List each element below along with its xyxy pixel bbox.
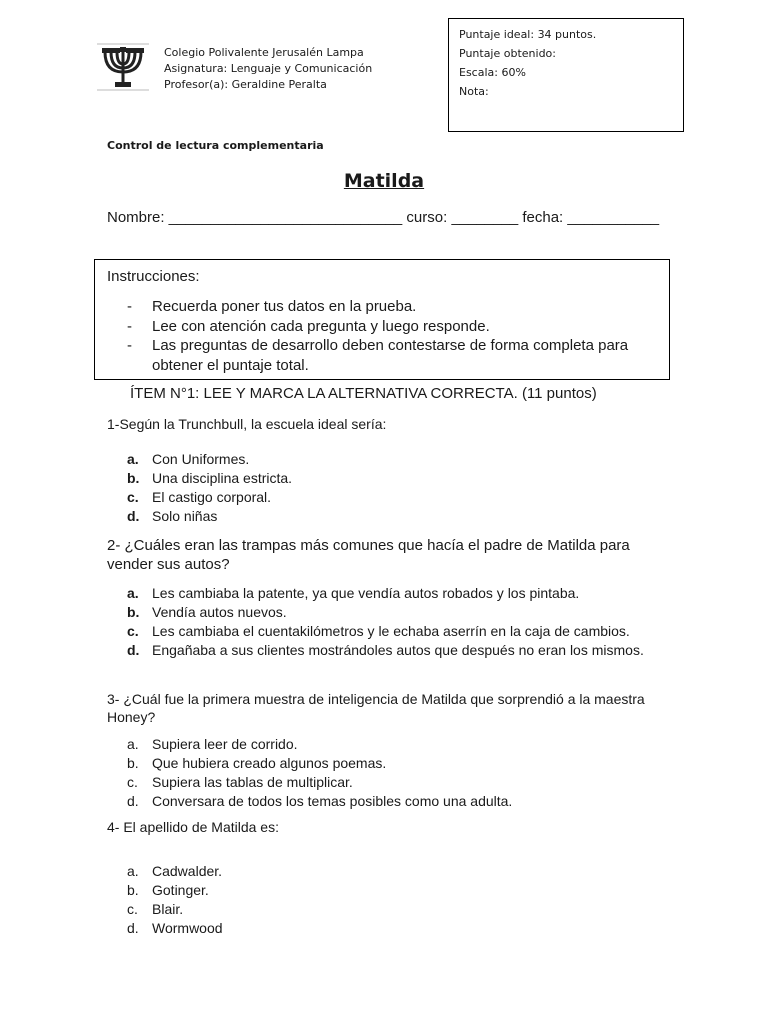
option[interactable] [127,584,644,603]
option-letter: d. [127,793,139,809]
option[interactable] [127,488,292,507]
question-3: 3- ¿Cuál fue la primera muestra de inteligencia de Matilda que sorprendió a la maestra Honey? [107,691,645,725]
instructions-title: Instrucciones: [107,268,200,285]
question-2: 2- ¿Cuáles eran las trampas más comunes que hacía el padre de Matilda para vender sus autos? [107,537,630,573]
option-text: Conversara de todos los temas posibles como una adulta. [152,793,513,809]
option-text: Les cambiaba la patente, ya que vendía autos robados y los pintaba. [152,585,580,601]
instruction-item [127,297,647,317]
instruction-item [127,336,647,375]
option[interactable] [127,919,223,938]
option[interactable] [127,507,292,526]
option-letter: c. [127,901,138,917]
option-letter: b. [127,604,140,620]
question-4-options [127,862,223,938]
option-text: Una disciplina estricta. [152,470,293,486]
option[interactable] [127,622,644,641]
school-name: Colegio Polivalente Jerusalén Lampa [164,46,364,59]
option[interactable] [127,735,512,754]
option[interactable] [127,754,512,773]
option[interactable] [127,641,644,660]
option-text: Con Uniformes. [152,451,250,467]
grade: Nota: [459,85,489,98]
question-2-options [127,584,644,660]
obtained-score: Puntaje obtenido: [459,47,556,60]
option-text: Cadwalder. [152,863,223,879]
score-box [448,18,684,132]
instruction-dash: - [127,317,132,335]
option[interactable] [127,862,223,881]
instruction-item [127,317,647,337]
instruction-dash: - [127,337,132,354]
option[interactable] [127,881,223,900]
option-letter: b. [127,882,139,898]
question-4: 4- El apellido de Matilda es: [107,819,279,835]
question-1-options [127,450,292,526]
instruction-dash: - [127,298,132,315]
option[interactable] [127,469,292,488]
instruction-text: Recuerda poner tus datos en la prueba. [152,298,417,315]
question-3-options [127,735,512,811]
option-text: Supiera las tablas de multiplicar. [152,774,353,790]
student-fields: Nombre: ____________________________ curso: ________ fecha: ___________ [107,209,660,226]
option-letter: c. [127,774,138,790]
instructions-list [127,297,647,375]
instruction-text: Las preguntas de desarrollo deben contestarse de forma completa para obtener el puntaje total. [152,337,629,374]
option-letter: a. [127,863,139,879]
ideal-score: Puntaje ideal: 34 puntos. [459,28,597,41]
document-type: Control de lectura complementaria [107,139,324,152]
option-letter: c. [127,489,139,505]
page-title: Matilda [343,170,425,192]
option-letter: a. [127,451,139,467]
question-1: 1-Según la Trunchbull, la escuela ideal sería: [107,416,387,432]
option[interactable] [127,773,512,792]
instruction-text: Lee con atención cada pregunta y luego responde. [152,317,490,335]
option-text: Les cambiaba el cuentakilómetros y le echaba aserrín en la caja de cambios. [152,623,630,639]
option-text: Vendía autos nuevos. [152,604,287,620]
option-letter: d. [127,508,140,524]
option-letter: b. [127,755,139,771]
option-text: Supiera leer de corrido. [152,736,298,752]
option[interactable] [127,900,223,919]
option-text: Engañaba a sus clientes mostrándoles autos que después no eran los mismos. [152,642,644,658]
option-text: Solo niñas [152,508,218,524]
option-text: Que hubiera creado algunos poemas. [152,755,387,771]
option[interactable] [127,450,292,469]
option-text: Gotinger. [152,882,209,898]
option-letter: a. [127,585,139,601]
item-heading: ÍTEM N°1: LEE Y MARCA LA ALTERNATIVA CORRECTA. (11 puntos) [130,385,597,402]
option[interactable] [127,792,512,811]
option-letter: b. [127,470,140,486]
option-text: El castigo corporal. [152,489,272,505]
option-letter: c. [127,623,139,639]
menorah-icon [97,42,149,92]
teacher: Profesor(a): Geraldine Peralta [164,78,327,91]
option-letter: d. [127,920,139,936]
option-text: Wormwood [152,920,223,936]
option[interactable] [127,603,644,622]
subject: Asignatura: Lenguaje y Comunicación [164,62,373,75]
option-letter: d. [127,642,140,658]
option-letter: a. [127,736,139,752]
scale: Escala: 60% [459,66,526,79]
school-info [164,45,372,93]
option-text: Blair. [152,901,184,917]
